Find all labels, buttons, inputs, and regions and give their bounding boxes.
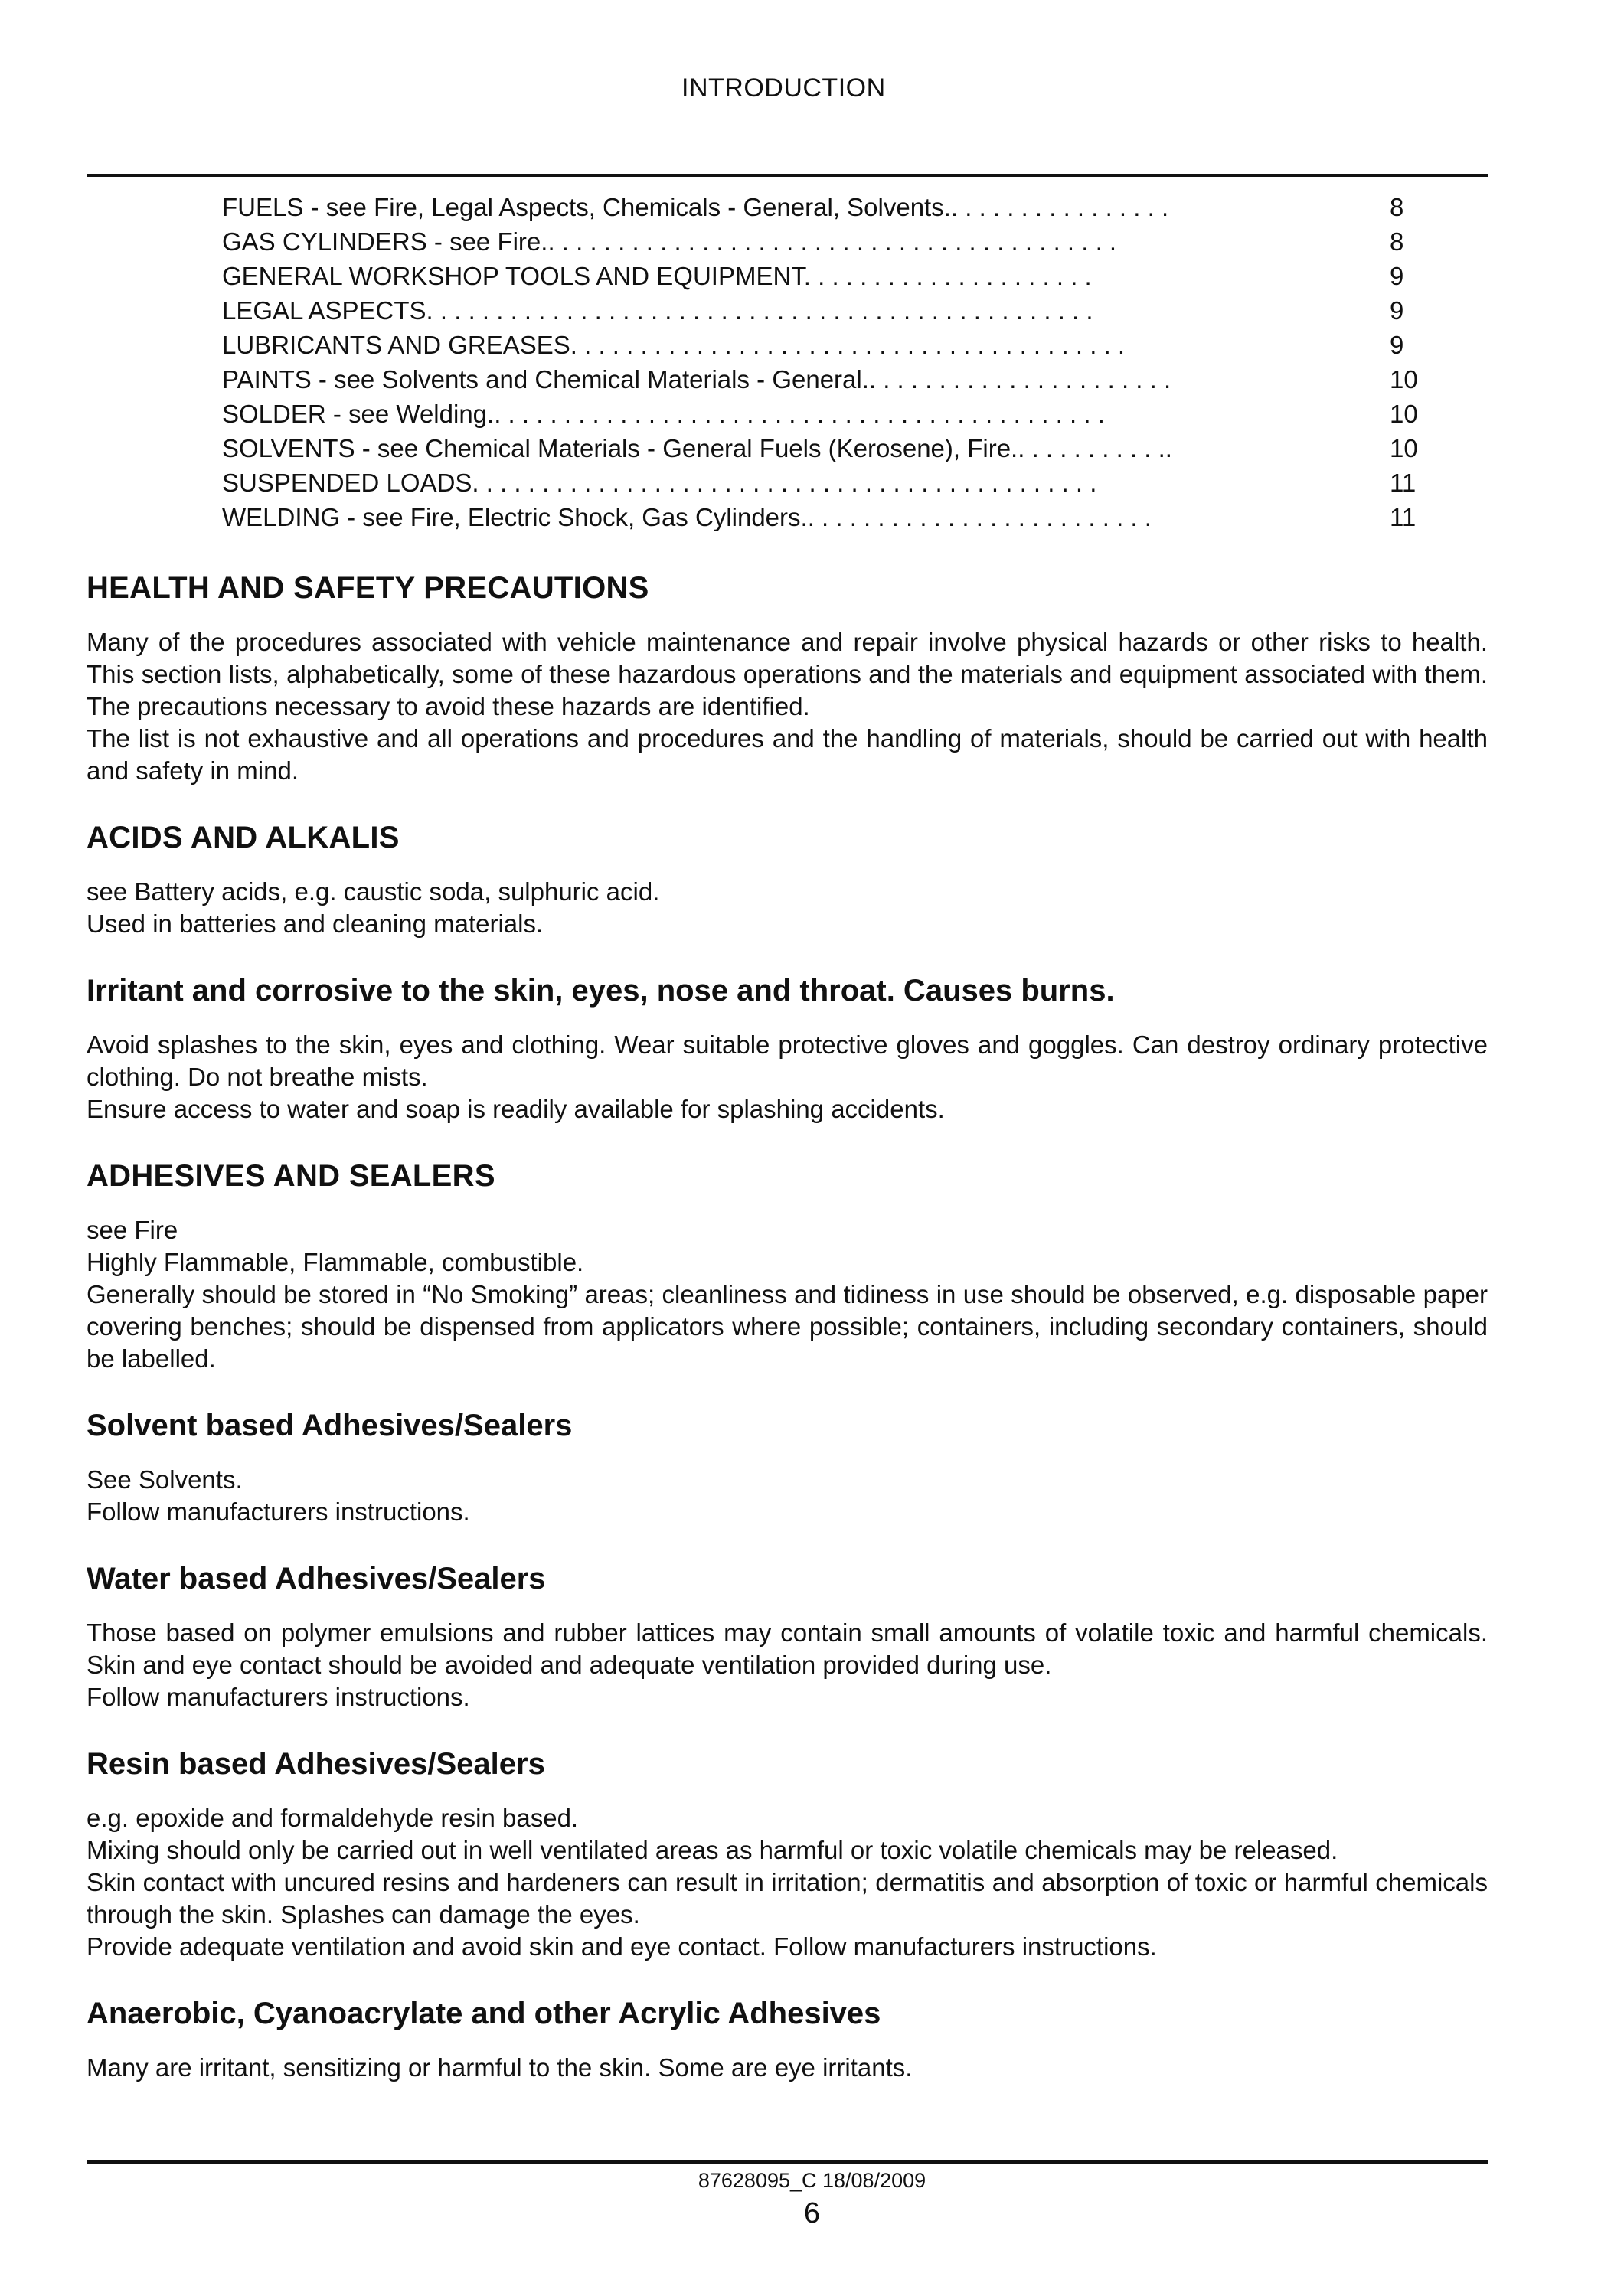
toc-entry[interactable] [222, 328, 1432, 362]
paragraph: Highly Flammable, Flammable, combustible. [87, 1248, 584, 1276]
toc-entry-text: GAS CYLINDERS - see Fire.. . . . . . . . . . . . . . . . . . . . . . . . . . . . . . . . . . . . . . . . . [222, 227, 1117, 256]
toc-entry[interactable] [222, 431, 1432, 465]
paragraph: see Fire [87, 1216, 178, 1244]
toc-entry-text: PAINTS - see Solvents and Chemical Materials - General.. . . . . . . . . . . . . . . . . . . . . . [222, 365, 1171, 394]
paragraph: The list is not exhaustive and all operations and procedures and the handling of materials, should be carried out with health and safety in mind. [87, 724, 1488, 785]
section-irritant-warning [87, 969, 1488, 1125]
toc-entry[interactable] [222, 500, 1432, 534]
paragraph: See Solvents. [87, 1465, 243, 1494]
paragraph: Used in batteries and cleaning materials. [87, 910, 544, 938]
paragraph: Those based on polymer emulsions and rubber lattices may contain small amounts of volatile toxic and harmful chemicals. Skin and eye contact should be avoided and adequate ventilation provided during use. [87, 1618, 1488, 1679]
toc-entry[interactable] [222, 190, 1432, 224]
document-code: 87628095_C 18/08/2009 [698, 2169, 926, 2192]
toc-entry-text: SOLVENTS - see Chemical Materials - General Fuels (Kerosene), Fire.. . . . . . . . . . .. [222, 434, 1172, 462]
section-acids-and-alkalis [87, 816, 1488, 940]
header-rule [87, 174, 1488, 177]
toc-entry-page: 9 [1390, 296, 1404, 325]
toc-entry[interactable] [222, 362, 1432, 397]
toc-entry[interactable] [222, 224, 1432, 259]
toc-entry-page: 9 [1390, 331, 1404, 359]
section-anaerobic-adhesives [87, 1992, 1488, 2084]
paragraph: Provide adequate ventilation and avoid skin and eye contact. Follow manufacturers instructions. [87, 1932, 1157, 1961]
page-number: 6 [803, 2197, 821, 2229]
toc-entry-page: 11 [1390, 503, 1417, 531]
toc-entry-page: 11 [1390, 469, 1417, 497]
section-adhesives-and-sealers [87, 1155, 1488, 1375]
toc-entry[interactable] [222, 259, 1432, 293]
paragraph: Skin contact with uncured resins and hardeners can result in irritation; dermatitis and absorption of toxic or harmful chemicals through the skin. Splashes can damage the eyes. [87, 1868, 1488, 1929]
subsection-heading: Water based Adhesives/Sealers [87, 1562, 546, 1595]
section-heading: HEALTH AND SAFETY PRECAUTIONS [87, 571, 649, 605]
toc-entry-text: GENERAL WORKSHOP TOOLS AND EQUIPMENT. . . . . . . . . . . . . . . . . . . . . [222, 262, 1092, 290]
subsection-heading: Anaerobic, Cyanoacrylate and other Acrylic Adhesives [87, 1997, 881, 2030]
section-resin-based-adhesives [87, 1742, 1488, 1963]
table-of-contents [222, 190, 1432, 534]
toc-entry-page: 8 [1390, 227, 1404, 256]
toc-entry-text: SUSPENDED LOADS. . . . . . . . . . . . . . . . . . . . . . . . . . . . . . . . . . . . . . . . . . . . . [222, 469, 1097, 497]
section-heading: ACIDS AND ALKALIS [87, 821, 400, 854]
paragraph: Generally should be stored in “No Smoking” areas; cleanliness and tidiness in use should be observed, e.g. disposable paper covering benches; should be dispensed from applicators where possible; containers, including secondary containers, should be labelled. [87, 1280, 1488, 1373]
paragraph: Mixing should only be carried out in well ventilated areas as harmful or toxic volatile chemicals may be released. [87, 1836, 1338, 1864]
paragraph: Ensure access to water and soap is readily available for splashing accidents. [87, 1095, 945, 1123]
toc-entry-page: 10 [1390, 365, 1418, 394]
paragraph: Many of the procedures associated with vehicle maintenance and repair involve physical hazards or other risks to health. This section lists, alphabetically, some of these hazardous operations and the materials and equipment associated with them. The precautions necessary to avoid these hazards are identified. [87, 628, 1488, 720]
toc-entry-text: SOLDER - see Welding.. . . . . . . . . . . . . . . . . . . . . . . . . . . . . . . . . . . . . . . . . . . . [222, 400, 1105, 428]
toc-entry-page: 10 [1390, 434, 1418, 462]
paragraph: Follow manufacturers instructions. [87, 1497, 470, 1526]
toc-entry-page: 8 [1390, 193, 1404, 221]
section-solvent-based-adhesives [87, 1404, 1488, 1528]
subsection-heading: Resin based Adhesives/Sealers [87, 1747, 545, 1781]
section-heading: ADHESIVES AND SEALERS [87, 1159, 495, 1193]
section-health-and-safety [87, 567, 1488, 787]
toc-entry[interactable] [222, 465, 1432, 500]
subsection-heading: Irritant and corrosive to the skin, eyes, nose and throat. Causes burns. [87, 974, 1115, 1008]
footer-rule [87, 2160, 1488, 2164]
toc-entry-text: FUELS - see Fire, Legal Aspects, Chemicals - General, Solvents.. . . . . . . . . . . . . . . . [222, 193, 1169, 221]
toc-entry-text: LEGAL ASPECTS. . . . . . . . . . . . . . . . . . . . . . . . . . . . . . . . . . . . . . . . . . . . . . . . [222, 296, 1093, 325]
page-header-title: INTRODUCTION [681, 73, 886, 103]
paragraph: e.g. epoxide and formaldehyde resin based. [87, 1804, 579, 1832]
toc-entry[interactable] [222, 397, 1432, 431]
subsection-heading: Solvent based Adhesives/Sealers [87, 1409, 573, 1442]
paragraph: Many are irritant, sensitizing or harmful to the skin. Some are eye irritants. [87, 2053, 913, 2082]
paragraph: see Battery acids, e.g. caustic soda, sulphuric acid. [87, 877, 660, 906]
section-water-based-adhesives [87, 1557, 1488, 1713]
toc-entry-page: 10 [1390, 400, 1418, 428]
paragraph: Avoid splashes to the skin, eyes and clothing. Wear suitable protective gloves and goggles. Can destroy ordinary protective clothing. Do not breathe mists. [87, 1030, 1488, 1091]
paragraph: Follow manufacturers instructions. [87, 1683, 470, 1711]
toc-entry-page: 9 [1390, 262, 1404, 290]
toc-entry[interactable] [222, 293, 1432, 328]
toc-entry-text: WELDING - see Fire, Electric Shock, Gas Cylinders.. . . . . . . . . . . . . . . . . . . . . . . . . [222, 503, 1152, 531]
main-content [87, 567, 1488, 2113]
toc-entry-text: LUBRICANTS AND GREASES. . . . . . . . . . . . . . . . . . . . . . . . . . . . . . . . . . . . . . . . [222, 331, 1126, 359]
